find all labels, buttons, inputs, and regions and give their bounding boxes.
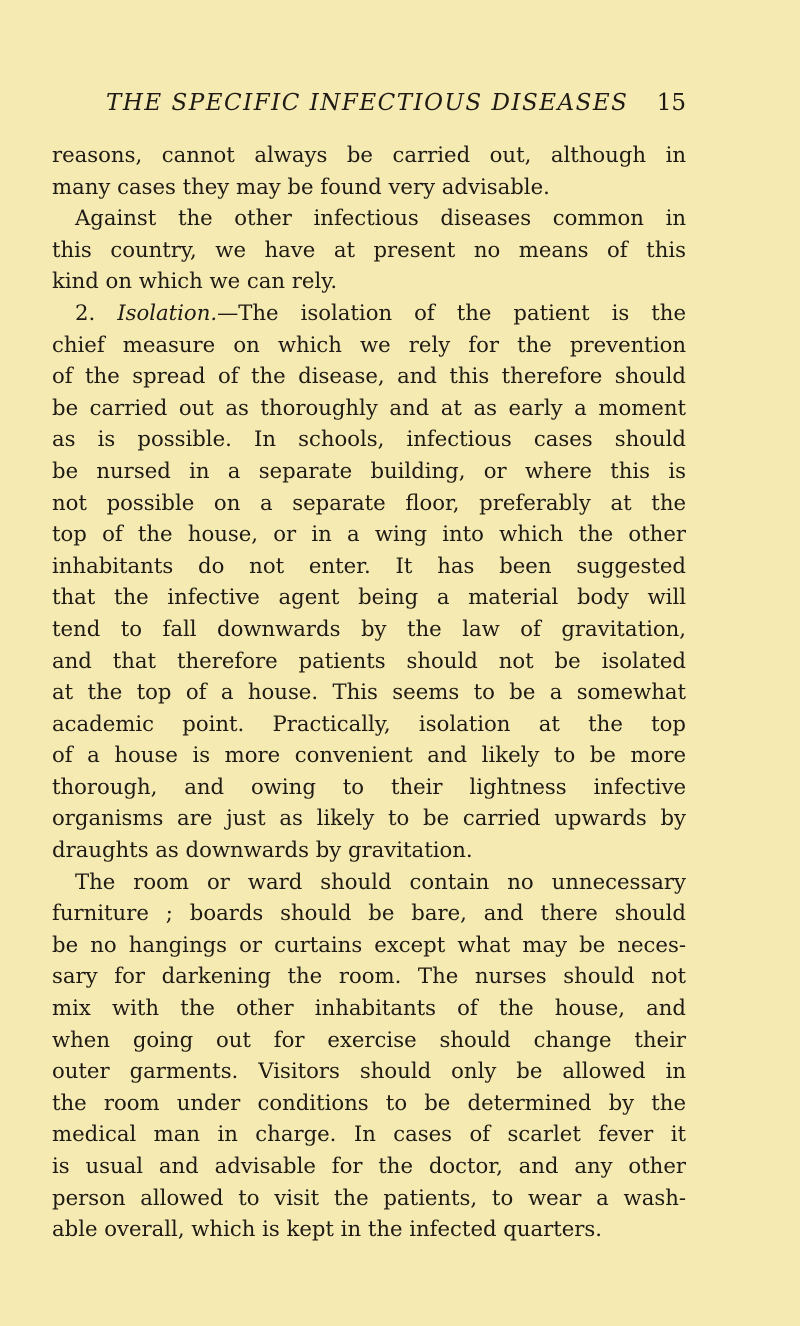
text-line: Against the other infectious diseases common in bbox=[75, 205, 686, 231]
text-line: sary for darkening the room. The nurses should not bbox=[52, 963, 686, 989]
text-line: of a house is more convenient and likely to be more bbox=[52, 742, 686, 768]
text-line: at the top of a house. This seems to be a somewhat bbox=[52, 679, 686, 705]
page-number: 15 bbox=[656, 90, 686, 116]
text-line: is usual and advisable for the doctor, and any other bbox=[52, 1153, 686, 1178]
text-line: reasons, cannot always be carried out, although in bbox=[52, 142, 686, 167]
text-line: that the infective agent being a material body will bbox=[52, 584, 686, 610]
text-line: and that therefore patients should not be isolated bbox=[52, 647, 686, 673]
text-line: as is possible. In schools, infectious cases should bbox=[52, 426, 686, 452]
text-line: inhabitants do not enter. It has been suggested bbox=[52, 552, 686, 578]
text-line: person allowed to visit the patients, to wear a wash- bbox=[52, 1184, 686, 1210]
text-line: the room under conditions to be determined by the bbox=[52, 1089, 686, 1115]
text-line: organisms are just as likely to be carried upwards by bbox=[52, 805, 686, 831]
text-line: furniture ; boards should be bare, and there should bbox=[52, 900, 686, 926]
text-line: this country, we have at present no means of this bbox=[52, 236, 686, 262]
text-line: be no hangings or curtains except what may be neces- bbox=[52, 931, 686, 957]
text-line: be nursed in a separate building, or where this is bbox=[52, 457, 686, 483]
text-line: many cases they may be found very advisable. bbox=[52, 173, 550, 199]
text-line: draughts as downwards by gravitation. bbox=[52, 837, 473, 863]
text-line: top of the house, or in a wing into which the other bbox=[52, 521, 686, 547]
text-line-rest: —The isolation of the patient is the bbox=[217, 299, 686, 325]
text-line: medical man in charge. In cases of scarlet fever it bbox=[52, 1121, 686, 1147]
running-title: THE SPECIFIC INFECTIOUS DISEASES bbox=[106, 90, 629, 116]
text-line: The room or ward should contain no unnecessary bbox=[75, 868, 686, 894]
text-line: mix with the other inhabitants of the house, and bbox=[52, 995, 686, 1021]
text-line: when going out for exercise should change their bbox=[52, 1026, 686, 1052]
body-text bbox=[52, 139, 686, 1245]
section-number: 2. bbox=[75, 299, 96, 325]
text-line: be carried out as thoroughly and at as early a moment bbox=[52, 394, 686, 420]
text-line: kind on which we can rely. bbox=[52, 268, 338, 294]
section-heading: Isolation. bbox=[117, 299, 218, 325]
running-head bbox=[106, 90, 686, 124]
text-line: able overall, which is kept in the infected quarters. bbox=[52, 1216, 603, 1242]
text-line: of the spread of the disease, and this therefore should bbox=[52, 363, 686, 389]
isolation-heading-line bbox=[52, 297, 686, 329]
text-line: tend to fall downwards by the law of gravitation, bbox=[52, 615, 686, 641]
text-line: outer garments. Visitors should only be allowed in bbox=[52, 1058, 686, 1084]
text-line: academic point. Practically, isolation at the top bbox=[52, 710, 686, 736]
text-line: thorough, and owing to their lightness infective bbox=[52, 773, 686, 799]
text-line: not possible on a separate floor, preferably at the bbox=[52, 489, 686, 515]
text-line: chief measure on which we rely for the prevention bbox=[52, 331, 686, 357]
